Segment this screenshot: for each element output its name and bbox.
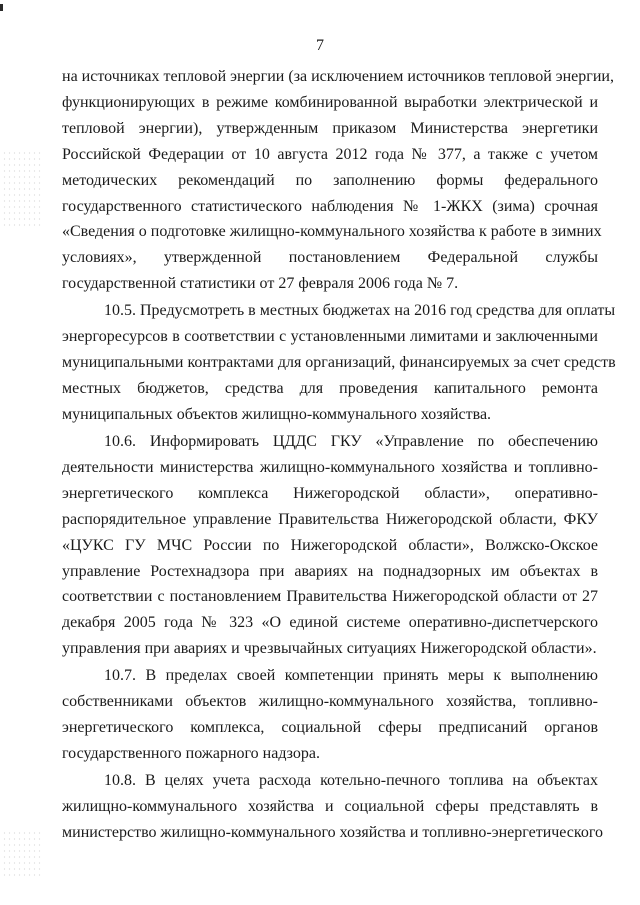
text-line: 10.8. В целях учета расхода котельно-печного топлива на объектах [104, 772, 598, 789]
text-line: жилищно-коммунального хозяйства и социальной сферы представлять в [62, 797, 598, 815]
text-line: 10.5. Предусмотреть в местных бюджетах на 2016 год средства для оплаты [104, 302, 616, 319]
text-line: муниципальных объектов жилищно-коммунального хозяйства. [62, 405, 492, 423]
text-line: государственной статистики от 27 февраля 2006 года № 7. [62, 275, 459, 293]
scan-noise [2, 830, 42, 880]
text-line: на источниках тепловой энергии (за исключением источников тепловой энергии, [62, 68, 614, 85]
text-line: государственного пожарного надзора. [62, 744, 321, 762]
text-line: условиях», утвержденной постановлением Федеральной службы [62, 249, 598, 267]
page-number: 7 [316, 37, 324, 54]
text-line: Российской Федерации от 10 августа 2012 года № 377, а также с учетом [62, 145, 598, 163]
text-line: управления при авариях и чрезвычайных ситуациях Нижегородской области». [62, 640, 597, 658]
paragraph-10-5 [62, 298, 616, 428]
paragraph-10-8 [62, 768, 604, 846]
text-line: государственного статистического наблюдения № 1-ЖКХ (зима) срочная [62, 197, 598, 215]
scan-margin-mark [0, 4, 3, 11]
text-line: декабря 2005 года № 323 «О единой системе оперативно-диспетчерского [62, 614, 598, 632]
text-line: энергетического комплекса, социальной сферы предписаний органов [62, 718, 598, 736]
text-line: 10.7. В пределах своей компетенции принять меры к выполнению [104, 667, 598, 684]
text-line: распорядительное управление Правительства Нижегородской области, ФКУ [62, 510, 598, 528]
text-line: «ЦУКС ГУ МЧС России по Нижегородской области», Волжско-Окское [62, 536, 598, 554]
text-line: управление Ростехнадзора при авариях на поднадзорных им объектах в [62, 562, 598, 580]
text-line: местных бюджетов, средства для проведения капитального ремонта [62, 379, 598, 397]
text-line: «Сведения о подготовке жилищно-коммунального хозяйства к работе в зимних [62, 223, 602, 241]
text-line: министерство жилищно-коммунального хозяйства и топливно-энергетического [62, 823, 604, 841]
text-line: соответствии с постановлением Правительства Нижегородской области от 27 [62, 588, 598, 606]
text-line: методических рекомендаций по заполнению формы федерального [62, 171, 598, 189]
text-line: 10.6. Информировать ЦДДС ГКУ «Управление по обеспечению [104, 433, 598, 450]
text-line: собственниками объектов жилищно-коммунального хозяйства, топливно- [62, 692, 598, 710]
text-line: энергетического комплекса Нижегородской области», оперативно- [62, 484, 598, 502]
text-line: энергоресурсов в соответствии с установленными лимитами и заключенными [62, 327, 598, 345]
paragraph-continuation [62, 64, 614, 297]
text-line: функционирующих в режиме комбинированной выработки электрической и [62, 93, 598, 111]
text-line: деятельности министерства жилищно-коммунального хозяйства и топливно- [62, 458, 598, 476]
text-line: тепловой энергии), утвержденным приказом Министерства энергетики [62, 119, 598, 137]
text-line: муниципальными контрактами для организаций, финансируемых за счет средств [62, 353, 616, 371]
paragraph-10-6 [62, 429, 598, 662]
paragraph-10-7 [62, 663, 598, 767]
scan-noise [2, 150, 42, 230]
